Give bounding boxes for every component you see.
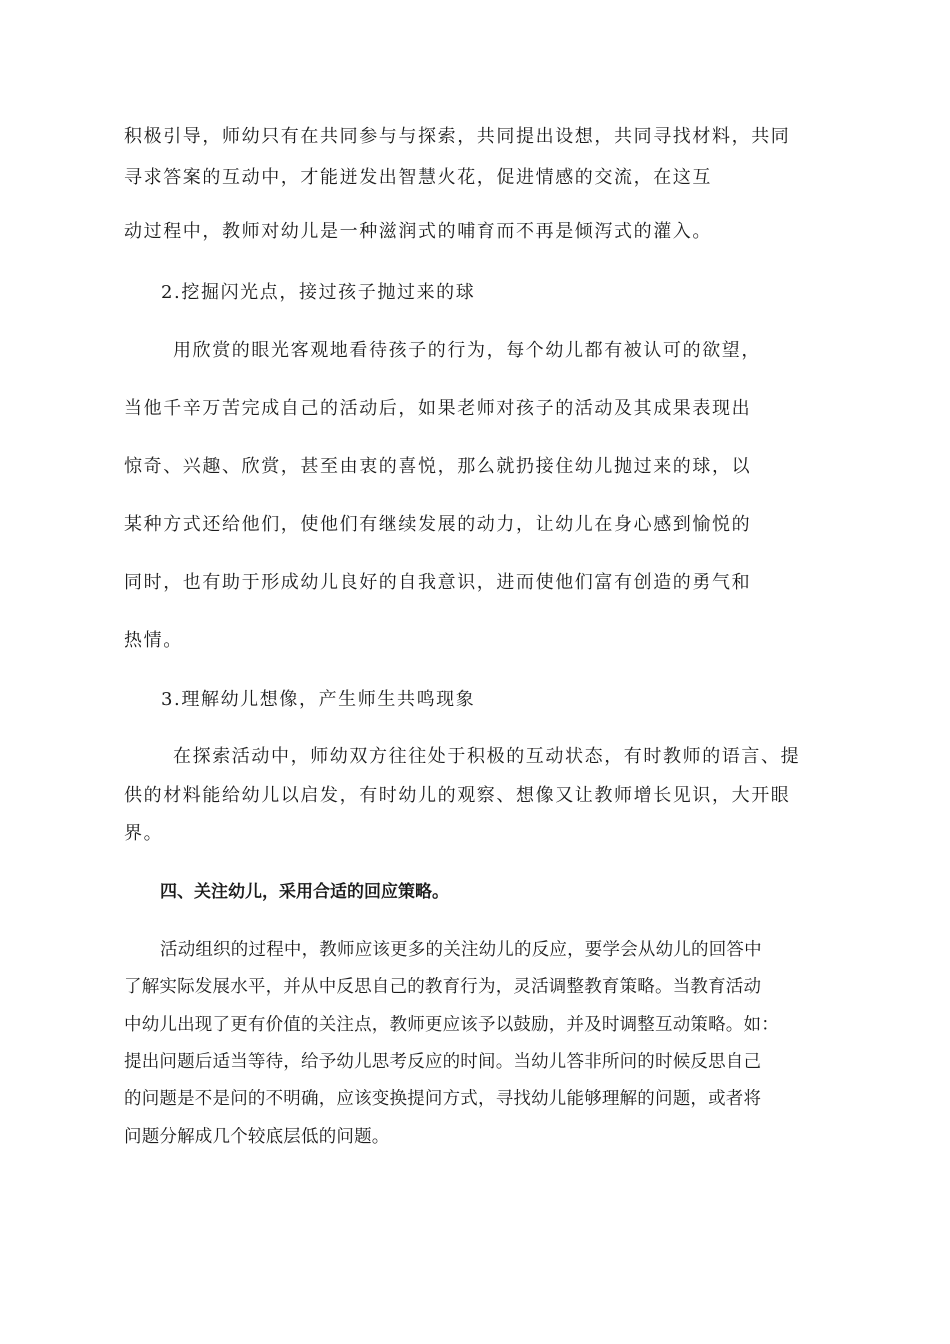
paragraph-line: 热情。 <box>124 630 183 651</box>
paragraph-line: 寻求答案的互动中，才能迸发出智慧火花，促进情感的交流，在这互 <box>124 167 712 188</box>
paragraph-line: 中幼儿出现了更有价值的关注点，教师更应该予以鼓励，并及时调整互动策略。如： <box>124 1015 779 1035</box>
section-heading: 2.挖掘闪光点，接过孩子抛过来的球 <box>161 282 476 303</box>
paragraph-line: 当他千辛万苦完成自己的活动后，如果老师对孩子的活动及其成果表现出 <box>124 398 752 419</box>
paragraph-line: 活动组织的过程中，教师应该更多的关注幼儿的反应，要学会从幼儿的回答中 <box>160 940 762 960</box>
paragraph-line: 用欣赏的眼光客观地看待孩子的行为，每个幼儿都有被认可的欲望， <box>173 340 761 361</box>
paragraph-line: 了解实际发展水平，并从中反思自己的教育行为，灵活调整教育策略。当教育活动 <box>124 977 762 997</box>
paragraph-line: 问题分解成几个较底层低的问题。 <box>124 1127 390 1147</box>
paragraph-line: 提出问题后适当等待，给予幼儿思考反应的时间。当幼儿答非所问的时候反思自己 <box>124 1052 762 1072</box>
paragraph-line: 同时，也有助于形成幼儿良好的自我意识，进而使他们富有创造的勇气和 <box>124 572 752 593</box>
section-heading: 3.理解幼儿想像，产生师生共鸣现象 <box>161 689 476 710</box>
paragraph-line: 动过程中，教师对幼儿是一种滋润式的哺育而不再是倾泻式的灌入。 <box>124 221 712 242</box>
paragraph-line: 供的材料能给幼儿以启发，有时幼儿的观察、想像又让教师增长见识，大开眼 <box>124 785 791 806</box>
paragraph-line: 某种方式还给他们，使他们有继续发展的动力，让幼儿在身心感到愉悦的 <box>124 514 752 535</box>
paragraph-line: 在探索活动中，师幼双方往往处于积极的互动状态，有时教师的语言、提 <box>173 746 801 767</box>
paragraph-line: 的问题是不是问的不明确，应该变换提问方式，寻找幼儿能够理解的问题，或者将 <box>124 1089 762 1109</box>
paragraph-line: 惊奇、兴趣、欣赏，甚至由衷的喜悦，那么就扔接住幼儿抛过来的球，以 <box>124 456 752 477</box>
section-heading-bold: 四、关注幼儿，采用合适的回应策略。 <box>160 882 449 902</box>
paragraph-line: 界。 <box>124 823 164 844</box>
paragraph-line: 积极引导，师幼只有在共同参与与探索，共同提出设想，共同寻找材料，共同 <box>124 126 791 147</box>
